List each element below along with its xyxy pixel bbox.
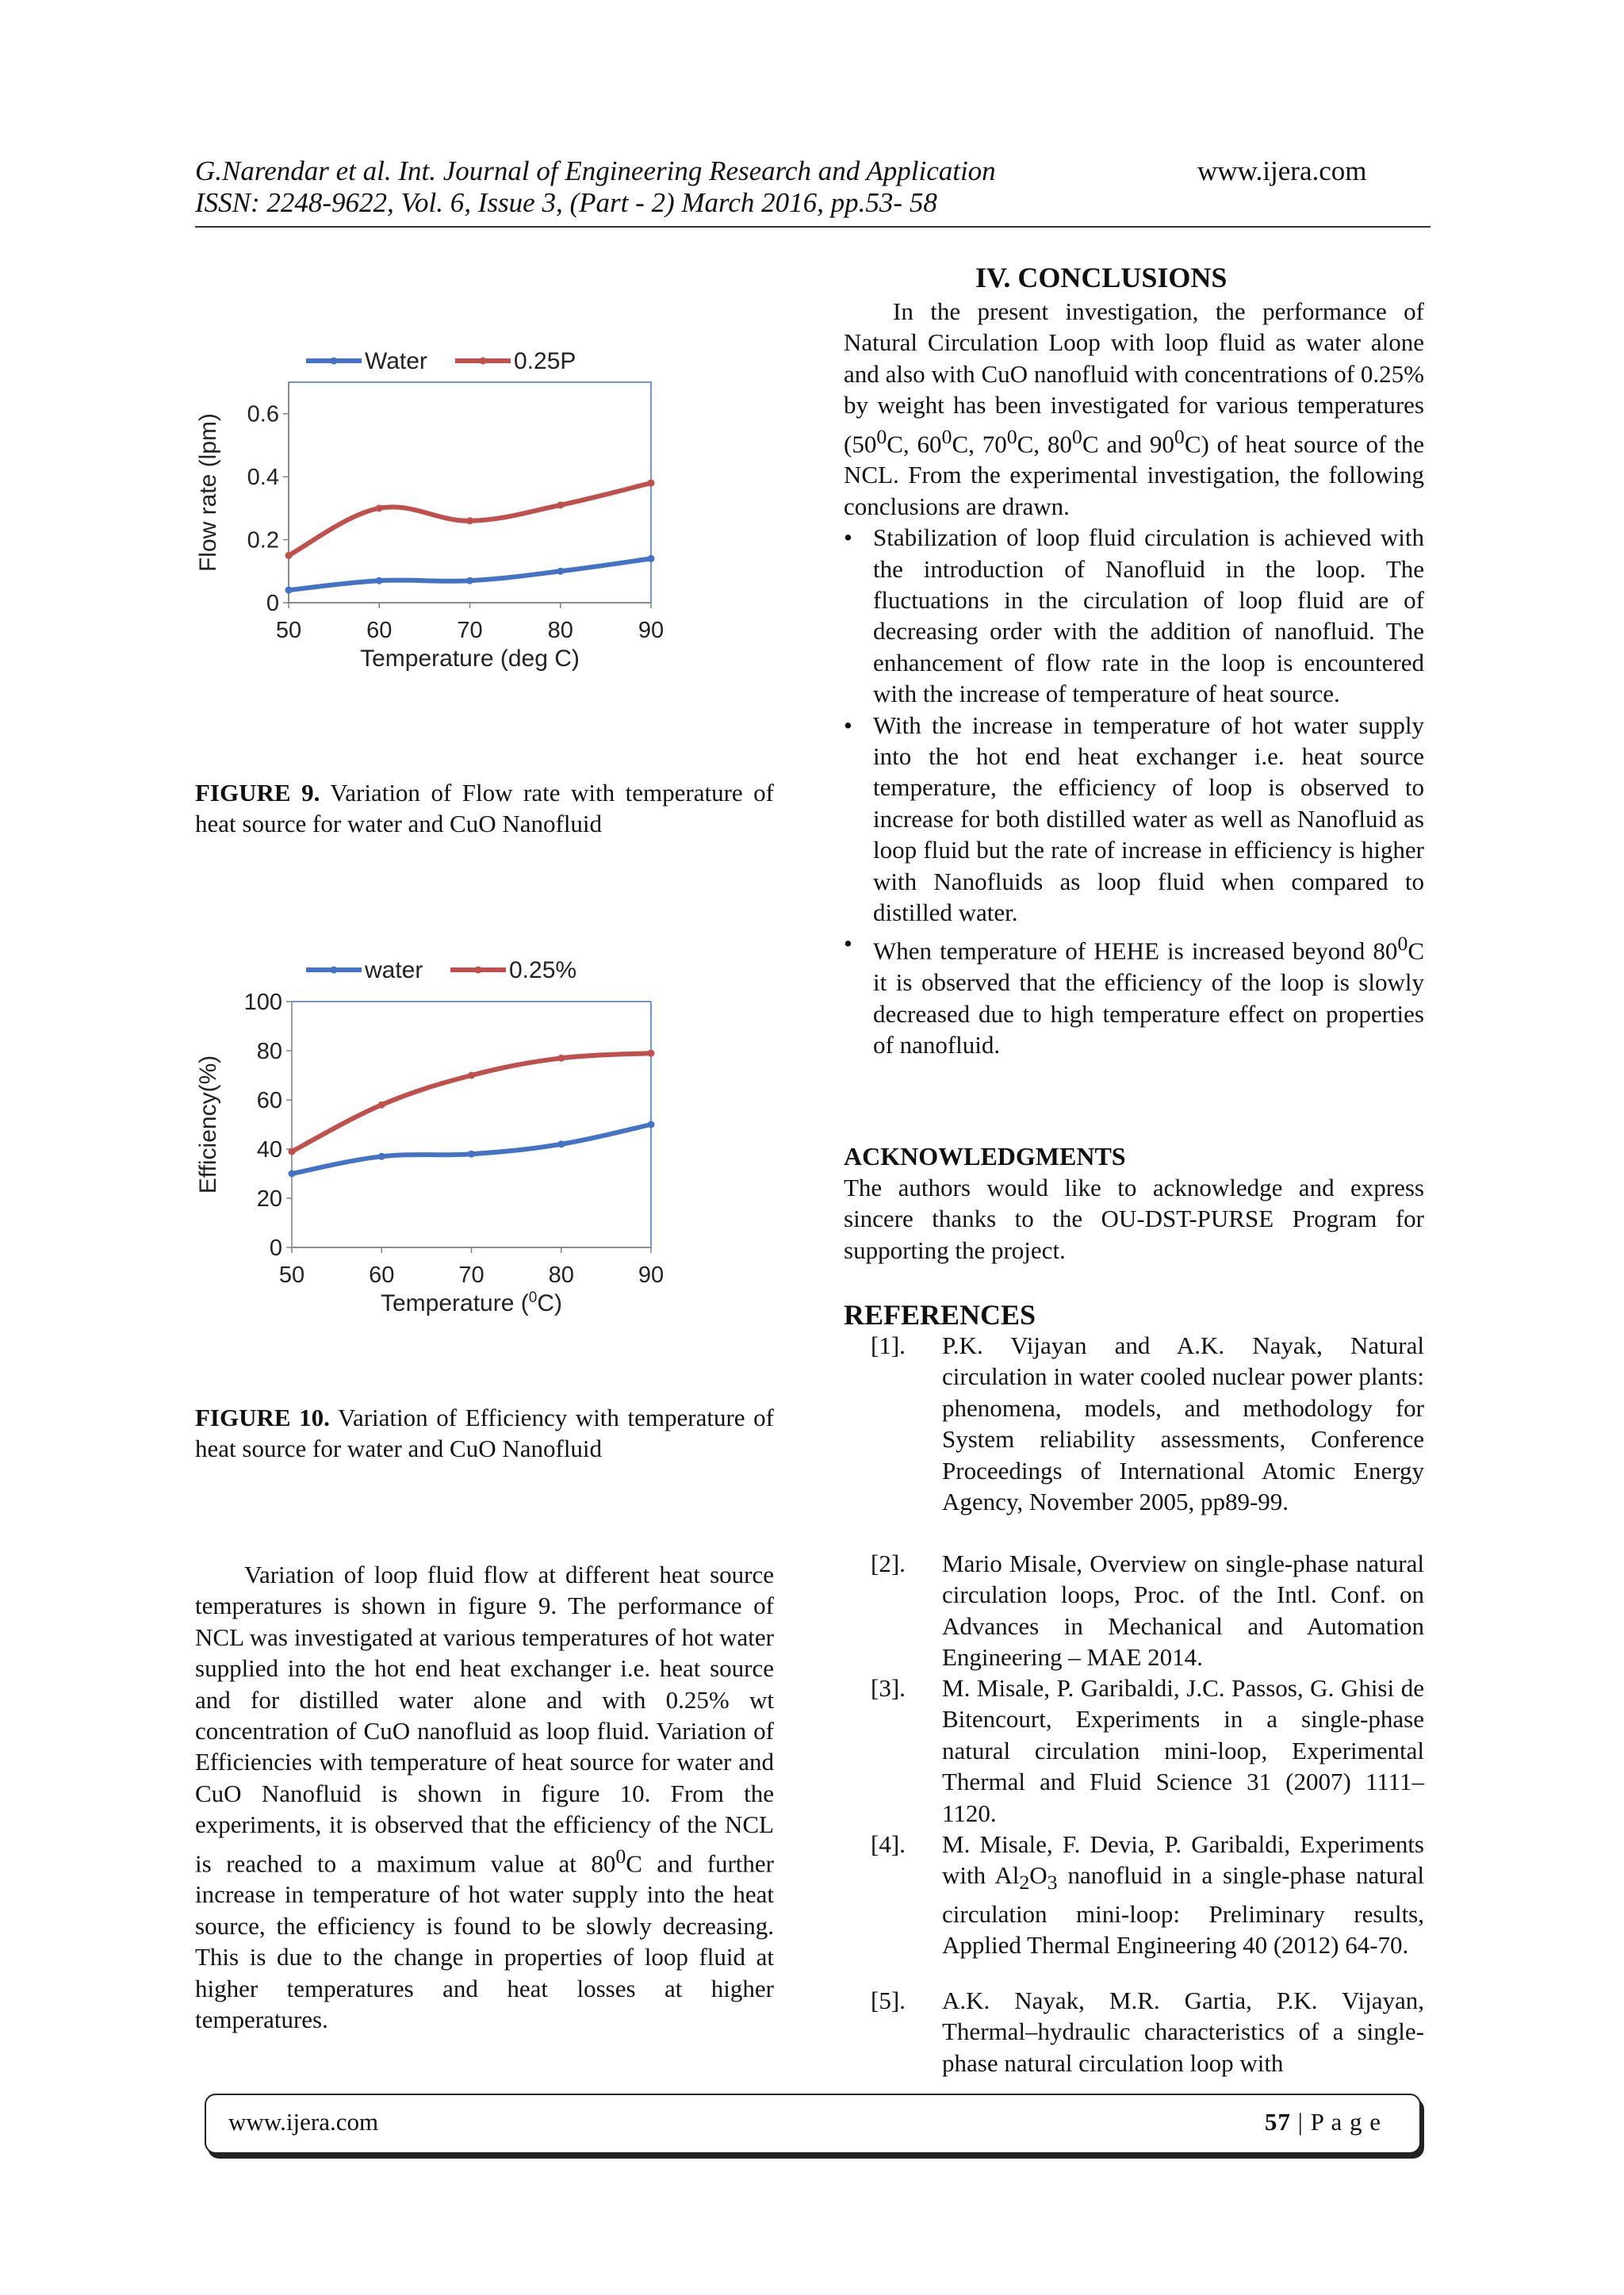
x-axis-label: Temperature (deg C) <box>360 646 580 672</box>
reference-number: [4]. <box>871 1830 906 1858</box>
legend-marker <box>331 967 338 974</box>
y-tick-label: 60 <box>256 1088 282 1113</box>
data-point <box>378 1153 385 1160</box>
conclusion-bullet: • With the increase in temperature of hot water supply into the hot end heat exchanger i.e. heat source temperature, the efficiency of loop is observed to increase for both distilled water as well as Nanofluid as loop fluid but the rate of increase in efficiency is higher with Nanofluids as loop fluid when compared to distilled water. <box>844 710 1424 929</box>
body-paragraph <box>195 1559 774 2035</box>
data-point <box>376 577 383 584</box>
series-line-Water <box>289 558 651 590</box>
reference-text: M. Misale, F. Devia, P. Garibaldi, Experiments with $Al_2O_3$ nanofluid in a single-phase natural circulation mini-loop: Preliminary results, Applied Thermal Engineering 40 (2012) 64-70. <box>942 1830 1425 1960</box>
data-point <box>285 587 293 594</box>
legend-marker <box>331 358 338 365</box>
acknowledgments-text: The authors would like to acknowledge and express sincere thanks to the OU-DST-PURSE Program for supporting the project. <box>844 1174 1424 1264</box>
x-tick-label: 70 <box>457 618 483 643</box>
left-body <box>195 1559 774 2035</box>
series-line-water <box>292 1125 651 1174</box>
x-axis-label: Temperature ($^0$C) <box>381 1289 562 1316</box>
reference-number: [3]. <box>871 1674 906 1702</box>
data-point <box>285 552 293 559</box>
data-point <box>648 480 655 487</box>
conclusions-list <box>844 522 1424 1060</box>
y-tick-label: 0 <box>269 1236 282 1261</box>
figure10-label: FIGURE 10. <box>195 1404 330 1431</box>
reference-number: [5]. <box>871 1987 906 2014</box>
y-tick-label: 80 <box>256 1039 282 1064</box>
data-point <box>378 1102 385 1109</box>
reference-text: Mario Misale, Overview on single-phase natural circulation loops, Proc. of the Intl. Conf. on Advances in Mechanical and Automation Engineering – MAE 2014. <box>942 1550 1424 1672</box>
conclusions-body <box>844 296 1424 1060</box>
efficiency-chart <box>195 948 665 1336</box>
journal-citation: G.Narendar et al. Int. Journal of Engineering Research and Application <box>195 155 996 186</box>
legend-label: 0.25P <box>514 348 576 374</box>
figure9-caption <box>195 777 774 840</box>
legend-marker <box>480 358 487 365</box>
data-point <box>648 555 655 562</box>
plot-area-border <box>289 382 651 603</box>
degree-sup: 0 <box>615 1844 626 1868</box>
figure9-label: FIGURE 9. <box>195 779 320 807</box>
figure10-caption <box>195 1402 774 1465</box>
legend-label: Water <box>365 348 427 374</box>
x-tick-label: 80 <box>548 1262 574 1288</box>
data-point <box>468 1151 475 1158</box>
y-tick-label: 20 <box>256 1186 282 1212</box>
reference-number: [2]. <box>871 1550 906 1577</box>
x-tick-label: 90 <box>638 618 665 643</box>
data-point <box>289 1170 296 1178</box>
header-rule <box>195 226 1431 228</box>
data-point <box>648 1050 655 1057</box>
y-tick-label: 100 <box>243 990 282 1015</box>
y-axis-label: Flow rate (lpm) <box>195 412 221 573</box>
reference-text: M. Misale, P. Garibaldi, J.C. Passos, G. Ghisi de Bitencourt, Experiments in a single-phase natural circulation mini-loop, Experimental Thermal and Fluid Science 31 (2007) 1111–1120. <box>942 1674 1424 1827</box>
conclusion-bullet: • Stabilization of loop fluid circulation is achieved with the introduction of Nanofluid in the loop. The fluctuations in the circulation of loop fluid are of decreasing order with the addition of nanofluid. The enhancement of flow rate in the loop is encountered with the increase of temperature of heat source. <box>844 522 1424 709</box>
figure10-text: Variation of Efficiency with temperature of heat source for water and CuO Nanofluid <box>195 1404 774 1463</box>
conclusions-heading: IV. CONCLUSIONS <box>975 262 1228 293</box>
page-footer <box>205 2094 1421 2154</box>
data-point <box>557 501 564 508</box>
legend-marker <box>475 967 482 974</box>
references-heading: REFERENCES <box>844 1299 1036 1331</box>
data-point <box>648 1121 655 1128</box>
x-tick-label: 80 <box>547 618 573 643</box>
y-tick-label: 0 <box>266 591 279 616</box>
data-point <box>468 1072 475 1079</box>
x-tick-label: 90 <box>638 1262 665 1288</box>
y-axis-label: Efficiency(%) <box>195 1055 221 1194</box>
page-number: 57 | P a g e <box>1264 2108 1381 2136</box>
x-tick-label: 60 <box>369 1262 395 1288</box>
footer-url[interactable]: www.ijera.com <box>228 2108 379 2136</box>
data-point <box>466 517 473 524</box>
data-point <box>466 577 473 584</box>
x-tick-label: 50 <box>275 618 302 643</box>
journal-url[interactable]: www.ijera.com <box>1197 155 1367 186</box>
data-point <box>557 1140 565 1148</box>
body-text-b: C and further increase in temperature of hot water supply into the heat source, the efficiency is found to be slowly decreasing. This is due to the change in properties of loop fluid at higher temperatures and heat losses at higher temperatures. <box>195 1849 775 2034</box>
reference-text: A.K. Nayak, M.R. Gartia, P.K. Vijayan, Thermal–hydraulic characteristics of a single-phase natural circulation loop with <box>942 1987 1424 2077</box>
x-tick-label: 70 <box>458 1262 485 1288</box>
legend-label: 0.25% <box>509 957 577 983</box>
figure9-text: Variation of Flow rate with temperature of heat source for water and CuO Nanofluid <box>195 779 774 838</box>
data-point <box>376 504 383 511</box>
conclusions-intro: In the present investigation, the performance of Natural Circulation Loop with loop fluid as water alone and also with CuO nanofluid with concentrations of 0.25% by weight has been investigated for various temperatures ($50^0C$, $60^0C$, $70^0C$, $80^0C$ and $90^0C$) of heat source of the NCL. From the experimental investigation, the following conclusions are drawn. <box>844 297 1425 520</box>
acknowledgments-heading: ACKNOWLEDGMENTS <box>844 1142 1126 1170</box>
y-tick-label: 0.6 <box>247 401 279 427</box>
data-point <box>289 1148 296 1155</box>
issn-line: ISSN: 2248-9622, Vol. 6, Issue 3, (Part - 2) March 2016, pp.53- 58 <box>195 187 937 218</box>
body-text-a: Variation of loop fluid flow at different heat source temperatures is shown in figure 9. The performance of NCL was investigated at various temperatures of hot water supplied into the hot end heat exchanger i.e. heat source and for distilled water alone and with 0.25% wt concentration of CuO nanofluid as loop fluid. Variation of Efficiencies with temperature of heat source for water and CuO Nanofluid is shown in figure 10. From the experiments, it is observed that the efficiency of the NCL is reached to a maximum value at 80 <box>195 1561 774 1877</box>
legend-label: water <box>365 957 423 983</box>
flow-rate-chart <box>195 333 665 694</box>
y-tick-label: 0.4 <box>247 465 279 491</box>
x-tick-label: 50 <box>278 1262 305 1288</box>
conclusion-bullet: • When temperature of HEHE is increased beyond $80^0C$ it is observed that the efficiency of the loop is slowly decreased due to high temperature effect on properties of nanofluid. <box>844 928 1424 1060</box>
reference-number: [1]. <box>871 1331 906 1359</box>
y-tick-label: 0.2 <box>247 527 279 554</box>
y-tick-label: 40 <box>256 1137 282 1163</box>
reference-text: P.K. Vijayan and A.K. Nayak, Natural circulation in water cooled nuclear power plants: phenomena, models, and methodology for System reliability assessments, Conference Proceedings of International Atomic Energy Agency, November 2005, pp89-99. <box>942 1331 1424 1516</box>
x-tick-label: 60 <box>366 618 393 643</box>
data-point <box>557 1055 565 1062</box>
data-point <box>557 568 564 575</box>
